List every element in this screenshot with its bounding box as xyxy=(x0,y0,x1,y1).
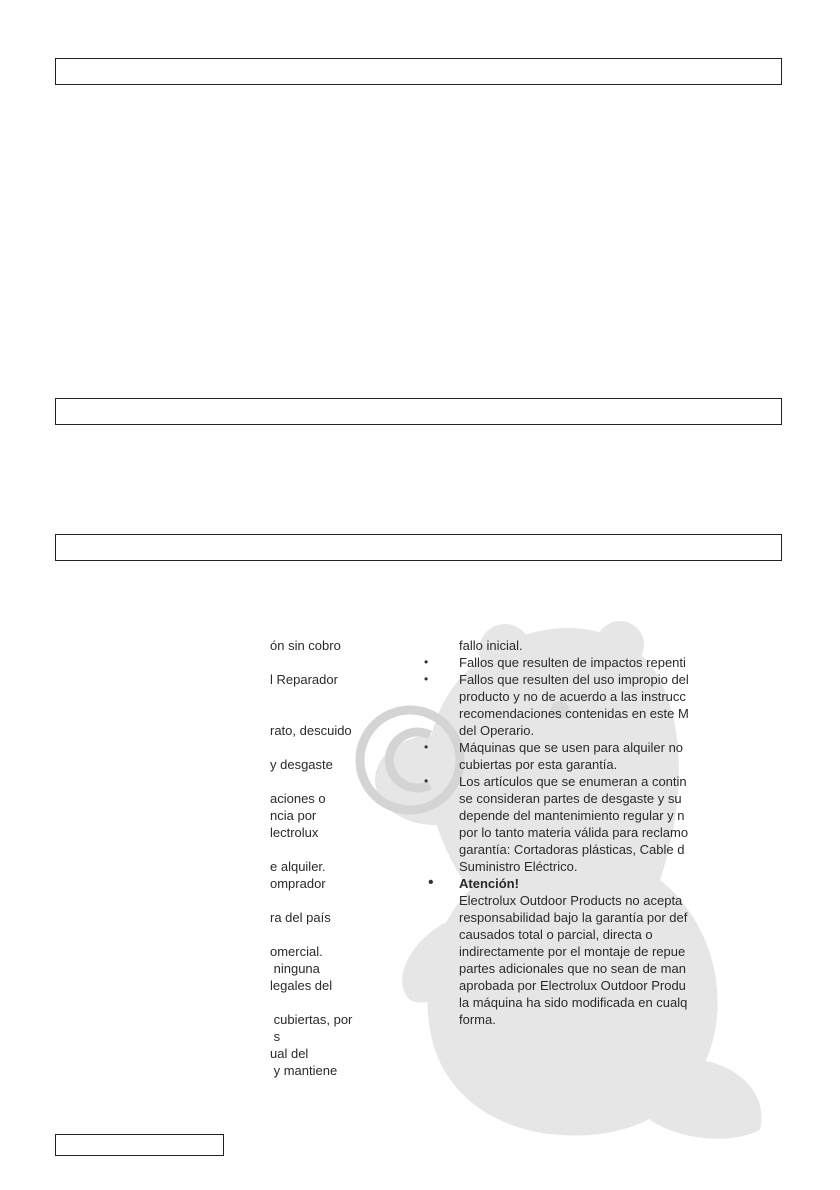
bullet-icon: • xyxy=(424,655,429,669)
right-column-line: partes adicionales que no sean de man xyxy=(459,961,686,976)
left-column-line: l Reparador xyxy=(270,672,338,687)
right-column-line: garantía: Cortadoras plásticas, Cable d xyxy=(459,842,685,857)
footer-box xyxy=(55,1134,224,1156)
right-column-line: Suministro Eléctrico. xyxy=(459,859,578,874)
left-column-line xyxy=(270,739,408,756)
right-column-line: Los artículos que se enumeran a contin xyxy=(459,774,687,789)
bullet-icon: • xyxy=(424,740,429,754)
left-column-line: cubiertas, por xyxy=(270,1012,353,1027)
right-column-line: cubiertas por esta garantía. xyxy=(459,757,618,772)
left-column-line: lectrolux xyxy=(270,825,319,840)
right-column-line: forma. xyxy=(459,1012,496,1027)
left-column-line xyxy=(270,892,408,909)
right-column-line: Electrolux Outdoor Products no acepta xyxy=(459,893,683,908)
right-column-line: recomendaciones contenidas en este M xyxy=(459,706,689,721)
left-column-line: ncia por xyxy=(270,808,317,823)
left-column-line: omercial. xyxy=(270,944,323,959)
right-column-line: Máquinas que se usen para alquiler no xyxy=(459,740,684,755)
left-text-column xyxy=(270,637,408,1079)
left-column-line: legales del xyxy=(270,978,333,993)
attention-heading: Atención! xyxy=(459,876,519,891)
section-header-box-3 xyxy=(55,534,782,561)
left-column-line xyxy=(270,654,408,671)
right-column-line: fallo inicial. xyxy=(459,638,523,653)
left-column-line xyxy=(270,994,408,1011)
bullet-icon: • xyxy=(424,672,429,686)
right-text-column xyxy=(459,637,725,1028)
left-column-line xyxy=(270,688,408,705)
bullet-icon: • xyxy=(424,774,429,788)
right-column-line: Fallos que resulten del uso impropio del xyxy=(459,672,689,687)
right-column-line: producto y no de acuerdo a las instrucc xyxy=(459,689,686,704)
left-column-line xyxy=(270,773,408,790)
left-column-line: s xyxy=(270,1029,281,1044)
left-column-line: ual del xyxy=(270,1046,309,1061)
right-column-line: responsabilidad bajo la garantía por def xyxy=(459,910,688,925)
right-column-line: depende del mantenimiento regular y n xyxy=(459,808,685,823)
left-column-line: rato, descuido xyxy=(270,723,352,738)
section-header-box-1 xyxy=(55,58,782,85)
left-column-line: ón sin cobro xyxy=(270,638,341,653)
left-column-line xyxy=(270,705,408,722)
left-column-line: ra del país xyxy=(270,910,331,925)
right-column-line: la máquina ha sido modificada en cualq xyxy=(459,995,688,1010)
right-column-line: del Operario. xyxy=(459,723,535,738)
section-header-box-2 xyxy=(55,398,782,425)
left-column-line xyxy=(270,926,408,943)
right-column-line: indirectamente por el montaje de repue xyxy=(459,944,686,959)
right-column-line: por lo tanto materia válida para reclamo xyxy=(459,825,689,840)
right-column-line: aprobada por Electrolux Outdoor Produ xyxy=(459,978,686,993)
left-column-line: y mantiene xyxy=(270,1063,338,1078)
left-column-line: ninguna xyxy=(270,961,320,976)
right-column-line: Fallos que resulten de impactos repenti xyxy=(459,655,686,670)
left-column-line: omprador xyxy=(270,876,326,891)
right-column-line: se consideran partes de desgaste y su xyxy=(459,791,682,806)
left-column-line: e alquiler. xyxy=(270,859,326,874)
left-column-line: aciones o xyxy=(270,791,326,806)
bullet-icon: • xyxy=(428,874,434,891)
left-column-line: y desgaste xyxy=(270,757,333,772)
left-column-line xyxy=(270,841,408,858)
right-column-line: causados total o parcial, directa o xyxy=(459,927,653,942)
